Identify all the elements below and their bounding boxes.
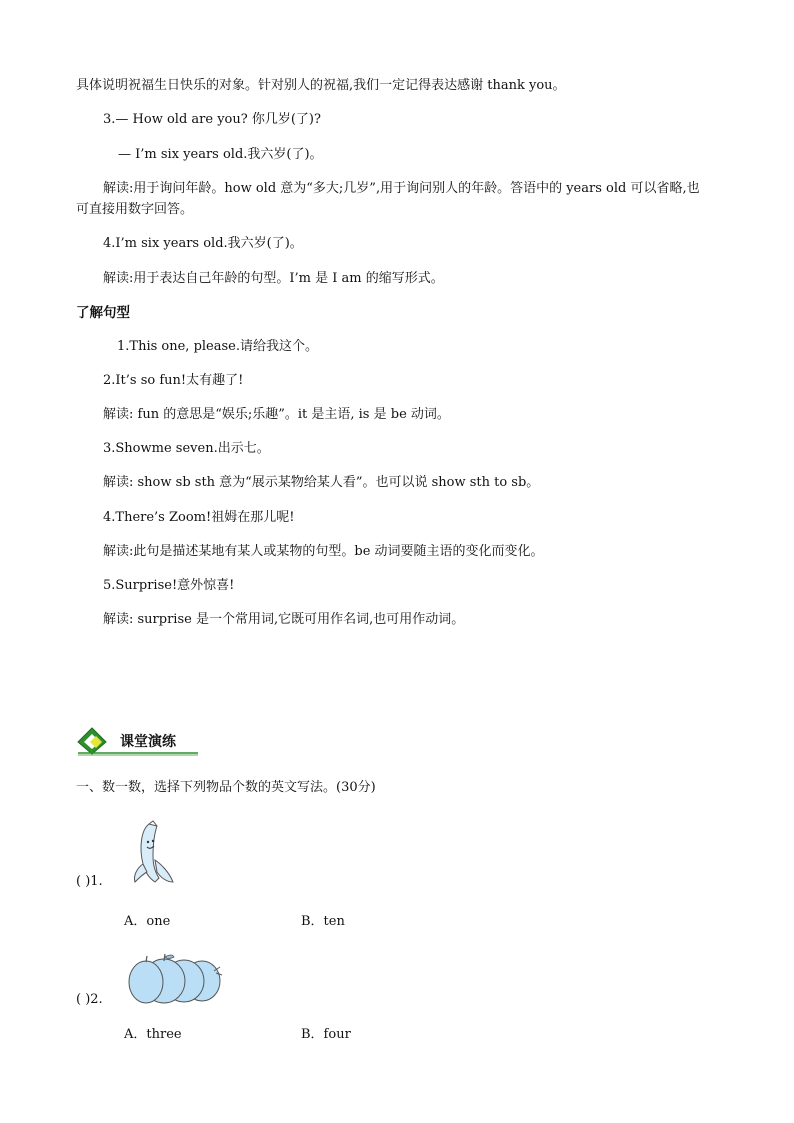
text-line: 2.It’s so fun!太有趣了!	[103, 373, 244, 388]
section-heading: 了解句型	[76, 305, 130, 321]
text-line: 可直接用数字回答。	[76, 202, 194, 217]
text-line: 具体说明祝福生日快乐的对象。针对别人的祝福,我们一定记得表达感谢 thank you。	[76, 78, 566, 93]
q1-option-b[interactable]: B．ten	[301, 914, 345, 929]
text-line: 解读:用于询问年龄。how old 意为“多大;几岁”,用于询问别人的年龄。答语中的 years old 可以省略,也	[103, 181, 700, 196]
banana-image	[129, 820, 177, 886]
banner-title: 课堂演练	[120, 734, 176, 750]
q2-option-b[interactable]: B．four	[301, 1027, 351, 1042]
text-line: 4.I’m six years old.我六岁(了)。	[103, 236, 303, 251]
text-line: 5.Surprise!意外惊喜!	[103, 578, 235, 593]
text-line: 1.This one, please.请给我这个。	[117, 339, 318, 354]
q1-option-a[interactable]: A．one	[124, 914, 171, 929]
exercise-title: 一、数一数，选择下列物品个数的英文写法。(30分)	[76, 780, 376, 795]
section-banner	[76, 724, 201, 756]
text-line: 3.— How old are you? 你几岁(了)?	[103, 112, 321, 127]
q2-option-a[interactable]: A．three	[124, 1027, 182, 1042]
text-line: 解读:此句是描述某地有某人或某物的句型。be 动词要随主语的变化而变化。	[103, 544, 544, 559]
text-line: 解读: show sb sth 意为“展示某物给某人看”。也可以说 show sth to sb。	[103, 475, 540, 490]
text-line: 4.There’s Zoom!祖姆在那儿呢!	[103, 510, 295, 525]
text-line: 解读:用于表达自己年龄的句型。I’m 是 I am 的缩写形式。	[103, 271, 444, 286]
apples-image	[128, 951, 223, 1005]
text-line: 解读: surprise 是一个常用词,它既可用作名词,也可用作动词。	[103, 612, 465, 627]
text-line: 3.Showme seven.出示七。	[103, 441, 270, 456]
text-line: 解读: fun 的意思是“娱乐;乐趣”。it 是主语, is 是 be 动词。	[103, 407, 450, 422]
text-line: — I’m six years old.我六岁(了)。	[118, 147, 323, 162]
question-1-label: ( )1.	[76, 874, 103, 889]
question-2-label: ( )2.	[76, 992, 103, 1007]
